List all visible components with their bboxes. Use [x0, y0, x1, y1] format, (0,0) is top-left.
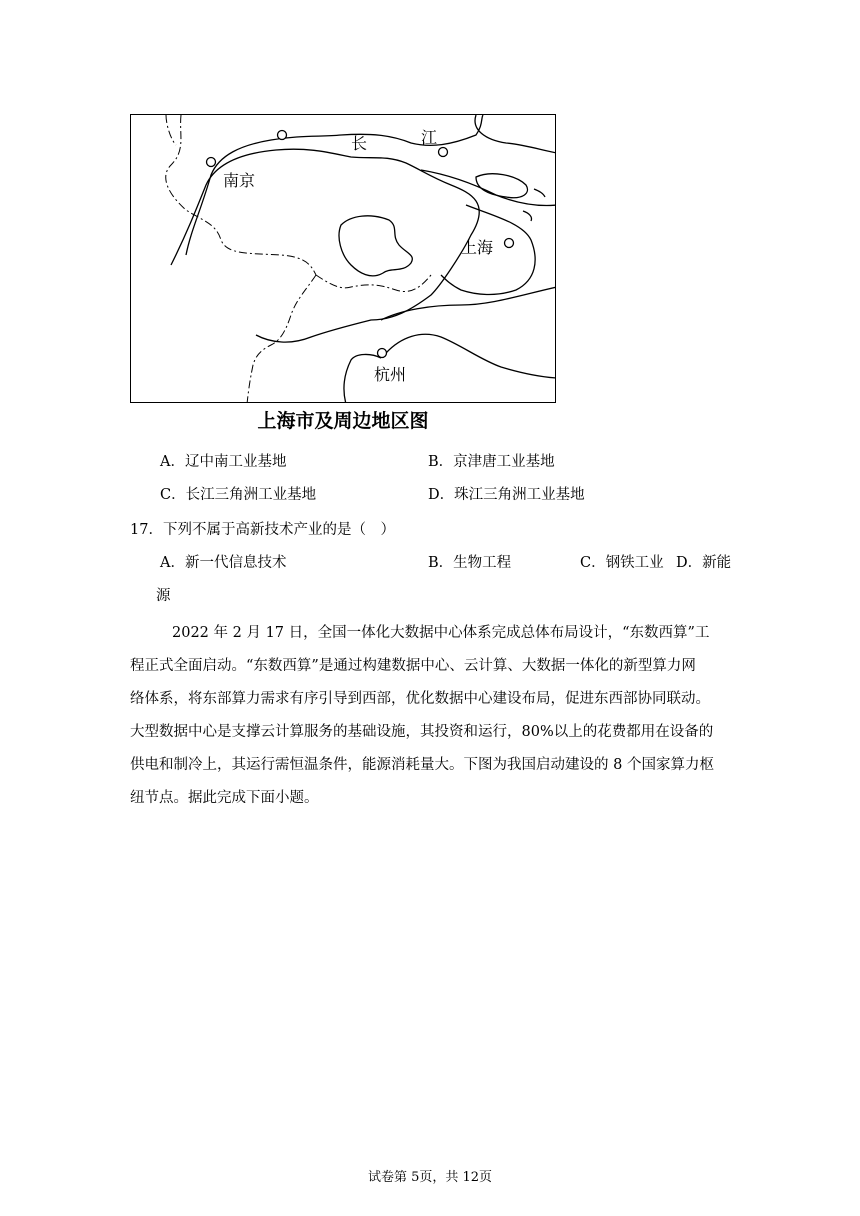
islet	[523, 211, 532, 221]
nanjing-dot	[207, 158, 216, 167]
material-line-3: 络体系，将东部算力需求有序引导到西部，优化数据中心建设布局，促进东西部协同联动。	[130, 691, 710, 707]
city-dot	[278, 131, 287, 140]
q17-option-d: D．新能	[676, 555, 732, 571]
taihu-lake	[339, 216, 412, 276]
hangzhou-bay-south	[386, 334, 556, 378]
label-hangzhou: 杭州	[374, 365, 407, 384]
map-drawing	[131, 115, 556, 403]
q17-option-a: A．新一代信息技术	[160, 555, 287, 571]
province-boundary	[166, 115, 316, 275]
label-chang: 长	[351, 134, 368, 153]
estuary-upper-shore	[475, 115, 556, 153]
estuary-lower-shore	[421, 170, 556, 206]
city-dot	[439, 148, 448, 157]
label-shanghai: 上海	[461, 238, 494, 257]
label-jiang: 江	[421, 128, 438, 147]
map-title: 上海市及周边地区图	[257, 410, 429, 432]
province-boundary	[166, 115, 176, 145]
islet	[534, 189, 545, 197]
q17-option-b: B．生物工程	[428, 555, 512, 571]
material-line-4: 大型数据中心是支撑云计算服务的基础设施，其投资和运行，80%以上的花费都用在设备的	[130, 724, 714, 740]
material-line-6: 纽节点。据此完成下面小题。	[130, 790, 319, 806]
q17-stem: 17．下列不属于高新技术产业的是（ ）	[130, 522, 395, 538]
q17-option-c: C．钢铁工业	[580, 555, 664, 571]
page-footer: 试卷第 5页，共 12页	[367, 1170, 493, 1185]
q16-option-b: B．京津唐工业基地	[428, 454, 555, 470]
province-boundary	[316, 275, 431, 292]
river-south-bank	[171, 149, 479, 342]
q16-option-a: A．辽中南工业基地	[160, 454, 287, 470]
material-line-2: 程正式全面启动。“东数西算”是通过构建数据中心、云计算、大数据一体化的新型算力网	[130, 658, 696, 674]
q17-option-d-wrap: 源	[156, 588, 171, 604]
material-line-5: 供电和制冷上，其运行需恒温条件，能源消耗量大。下图为我国启动建设的 8 个国家算力枢	[130, 757, 714, 773]
chongming-island	[476, 174, 527, 198]
map-figure	[130, 114, 556, 403]
label-nanjing: 南京	[223, 171, 256, 190]
q16-option-d: D．珠江三角洲工业基地	[428, 487, 585, 503]
q16-option-c: C．长江三角洲工业基地	[160, 487, 317, 503]
shanghai-dot	[505, 239, 514, 248]
hangzhou-dot	[378, 349, 387, 358]
material-line-1: 2022 年 2 月 17 日，全国一体化大数据中心体系完成总体布局设计，“东数西算”工	[172, 625, 710, 641]
